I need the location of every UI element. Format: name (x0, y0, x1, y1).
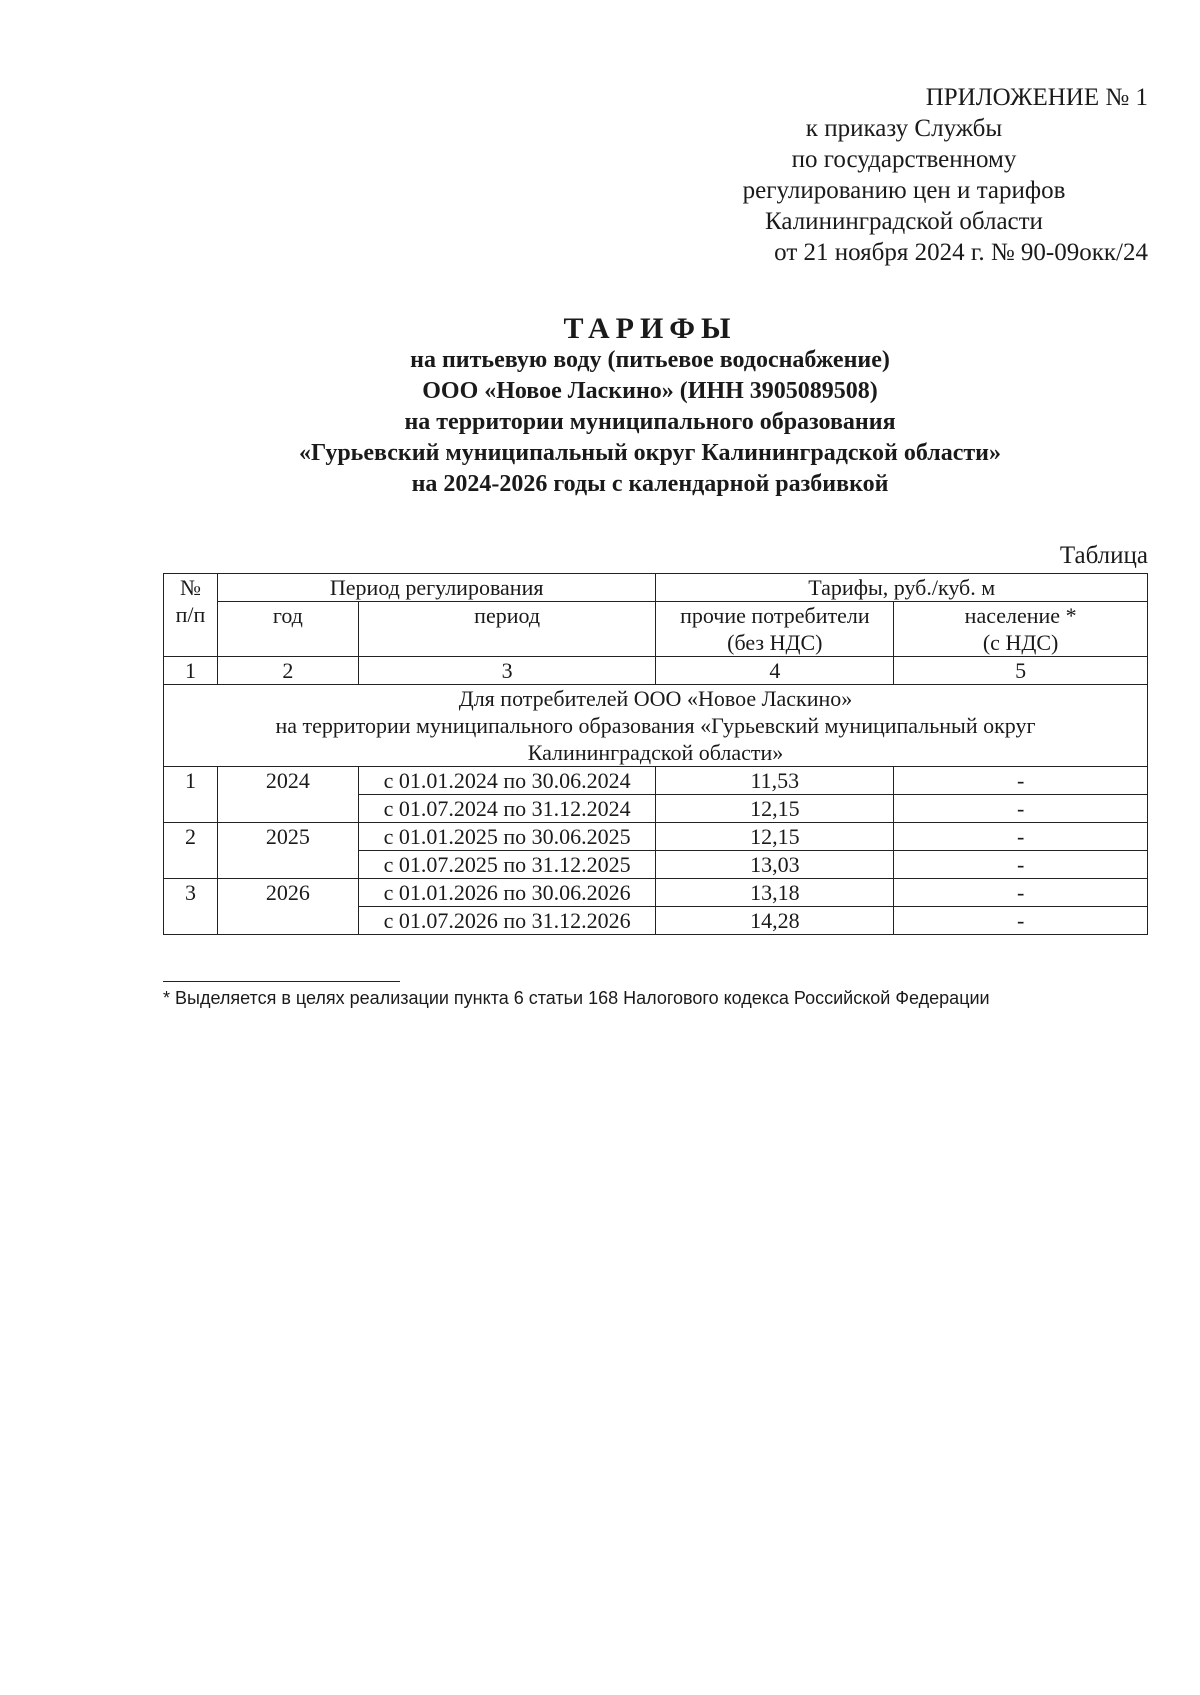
row-period: с 01.01.2026 по 30.06.2026 (358, 879, 656, 907)
row-period: с 01.01.2025 по 30.06.2025 (358, 823, 656, 851)
row-others: 13,03 (656, 851, 894, 879)
footnote: * Выделяется в целях реализации пункта 6 статьи 168 Налогового кодекса Российской Федерации (163, 988, 990, 1008)
row-period: с 01.07.2026 по 31.12.2026 (358, 907, 656, 935)
tariffs-table (163, 573, 1148, 935)
appendix-line: к приказу Службы (805, 115, 1003, 142)
header-tariff-group: Тарифы, руб./куб. м (656, 574, 1148, 602)
section-line: Калининградской области» (527, 740, 784, 765)
row-population: - (894, 823, 1148, 851)
column-number: 4 (656, 657, 894, 685)
row-population: - (894, 851, 1148, 879)
appendix-line: ПРИЛОЖЕНИЕ № 1 (925, 84, 1148, 111)
appendix-line: регулированию цен и тарифов (742, 177, 1066, 204)
row-num: 3 (164, 879, 218, 935)
footnote-divider (163, 981, 400, 982)
row-period: с 01.01.2024 по 30.06.2024 (358, 767, 656, 795)
table-row (164, 823, 1148, 851)
column-number-row (164, 657, 1148, 685)
row-population: - (894, 795, 1148, 823)
header-population-line2: (с НДС) (982, 630, 1059, 655)
row-population: - (894, 907, 1148, 935)
appendix-line: от 21 ноября 2024 г. № 90-09окк/24 (774, 239, 1148, 266)
table-row (164, 879, 1148, 907)
row-others: 13,18 (656, 879, 894, 907)
appendix-block (640, 82, 1148, 268)
section-line: Для потребителей ООО «Новое Ласкино» (458, 686, 853, 711)
header-subrow (164, 602, 1148, 657)
document-subtitle (130, 345, 1170, 500)
column-number: 3 (358, 657, 656, 685)
row-others: 12,15 (656, 795, 894, 823)
section-row (164, 685, 1148, 767)
document-title: ТАРИФЫ (563, 312, 737, 345)
section-cell (164, 685, 1148, 767)
column-number: 5 (894, 657, 1148, 685)
header-others-line2: (без НДС) (727, 630, 823, 655)
header-num-bottom: п/п (175, 602, 206, 627)
subtitle-line: «Гурьевский муниципальный округ Калининградской области» (298, 440, 1002, 466)
row-year: 2025 (217, 823, 358, 879)
subtitle-line: на территории муниципального образования (404, 409, 896, 435)
row-population: - (894, 879, 1148, 907)
section-line: на территории муниципального образования «Гурьевский муниципальный округ (275, 713, 1036, 738)
subtitle-line: на 2024-2026 годы с календарной разбивкой (411, 471, 889, 497)
column-number: 2 (217, 657, 358, 685)
table-caption: Таблица (1059, 542, 1148, 569)
row-period: с 01.07.2025 по 31.12.2025 (358, 851, 656, 879)
table-row (164, 767, 1148, 795)
header-population-line1: население * (964, 603, 1077, 628)
header-num-top: № (179, 575, 201, 600)
header-period-group: Период регулирования (217, 574, 655, 602)
row-others: 12,15 (656, 823, 894, 851)
appendix-line: по государственному (791, 146, 1017, 173)
header-others-line1: прочие потребители (680, 603, 870, 628)
header-period: период (358, 602, 656, 657)
row-year: 2026 (217, 879, 358, 935)
subtitle-line: ООО «Новое Ласкино» (ИНН 3905089508) (422, 378, 878, 404)
header-population (894, 602, 1148, 657)
row-year: 2024 (217, 767, 358, 823)
row-period: с 01.07.2024 по 31.12.2024 (358, 795, 656, 823)
header-year: год (217, 602, 358, 657)
header-others (656, 602, 894, 657)
appendix-line: Калининградской области (765, 208, 1043, 235)
header-row (164, 574, 1148, 602)
column-number: 1 (164, 657, 218, 685)
row-num: 2 (164, 823, 218, 879)
subtitle-line: на питьевую воду (питьевое водоснабжение) (410, 347, 890, 373)
row-others: 11,53 (656, 767, 894, 795)
row-others: 14,28 (656, 907, 894, 935)
header-num-cell (164, 574, 218, 657)
row-population: - (894, 767, 1148, 795)
row-num: 1 (164, 767, 218, 823)
